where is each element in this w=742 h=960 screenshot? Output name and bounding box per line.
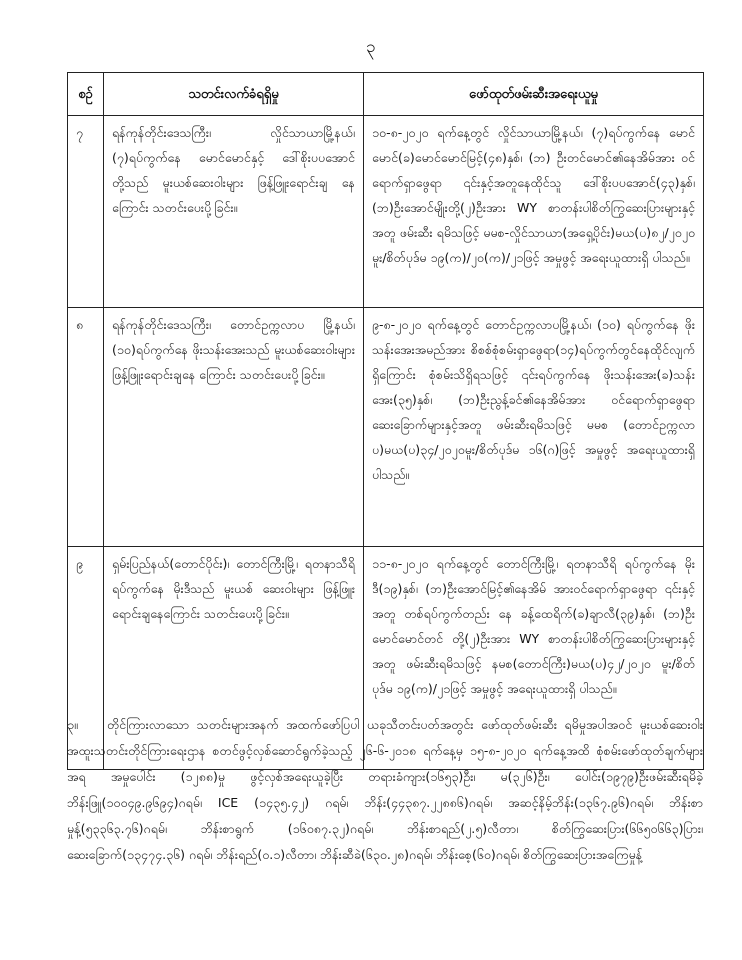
cell-action-taken: ၁၁-၈-၂၀၂၀ ရက်နေ့တွင် တောင်ကြီးမြို့၊ ရတနာသီရိ ရပ်ကွက်နေ မိုးဒီ(၁၉)နှစ်၊ (ဘ)ဦးအောင်မြင့်၏နေအိမ် အားဝင်ရောက်ရှာဖွေရာ ၎င်းနှင့်အတူ တစ်ရပ်ကွက်တည်း နေ ခန့်ထေရိက်(ခ)ချာလီ(၃၉)နှစ်၊ (ဘ)ဦးမောင်မောင်တင် တို့(၂)ဦးအား WY စာတန်းပါစိတ်ကြွဆေးပြားများနှင့် အတူ ဖမ်းဆီးရမိသဖြင့် နမစ(တောင်ကြီး)မယ(ပ)၄၂/၂၀၂၀ မူး/စိတ်ပုဒ်မ ၁၉(က)/၂၁ဖြင့် အမှုဖွင့် အရေးယူထားရှိ ပါသည်။ [364,547,704,770]
cell-serial-no: ၇ [68,116,104,308]
case-table [67,72,704,770]
page-number: ၃ [366,37,376,57]
cell-information-received: ရန်ကုန်တိုင်းဒေသကြီး၊ လှိုင်သာယာမြို့နယ်၊ (၇)ရပ်ကွက်နေ မောင်မောင်နှင့် ဒေါ်စိုးပပအောင် တို့သည် မူးယစ်ဆေးဝါးများ ဖြန့်ဖြူးရောင်းချ နေကြောင်း သတင်းပေးပို့ခြင်း။ [104,116,364,308]
header-information-received: သတင်းလက်ခံရရှိမှု [104,73,364,116]
summary-paragraph [67,712,703,868]
cell-information-received: ရှမ်းပြည်နယ်(တောင်ပိုင်း)၊ တောင်ကြီးမြို့၊ ရတနာသီရိရပ်ကွက်နေ မိုးဒီသည် မူးယစ် ဆေးဝါးများ ဖြန့်ဖြူးရောင်းချနေကြောင်း သတင်းပေးပို့ခြင်း။ [104,547,364,770]
header-action-taken: ဖော်ထုတ်ဖမ်းဆီးအရေးယူမှု [364,73,704,116]
table-row [68,116,704,308]
cell-serial-no: ၈ [68,308,104,547]
cell-action-taken: ၉-၈-၂၀၂၀ ရက်နေ့တွင် တောင်ဥက္ကလာပမြို့နယ်၊ (၁၀) ရပ်ကွက်နေ ဖိုးသန်းအေးအမည်အား စိစစ်စုံစမ်းရှာဖွေရာ(၁၄)ရပ်ကွက်တွင်နေထိုင်လျက်ရှိကြောင်း စုံစမ်းသိရှိရသဖြင့် ၎င်းရပ်ကွက်နေ ဖိုးသန်းအေး(ခ)သန်းအေး(၃၅)နှစ်၊ (ဘ)ဦးညွန့်ခင်၏နေအိမ်အား ဝင်ရောက်ရှာဖွေရာ ဆေးခြောက်များနှင့်အတူ ဖမ်းဆီးရမိသဖြင့် မမစ (တောင်ဥက္ကလာပ)မယ(ပ)၃၄/၂၀၂၀မူး/စိတ်ပုဒ်မ ၁၆(ဂ)ဖြင့် အမှုဖွင့် အရေးယူထားရှိပါသည်။ [364,308,704,547]
cell-serial-no: ၉ [68,547,104,770]
cell-action-taken: ၁၀-၈-၂၀၂၀ ရက်နေ့တွင် လှိုင်သာယာမြို့နယ်၊ (၇)ရပ်ကွက်နေ မောင်မောင်(ခ)မောင်မောင်မြင့်(၄၈)နှစ်၊ (ဘ) ဦးတင်မောင်၏နေအိမ်အား ဝင်ရောက်ရှာဖွေရာ ၎င်းနှင့်အတူနေထိုင်သူ ဒေါ်စိုးပပအောင်(၄၃)နှစ်၊ (ဘ)ဦးအောင်မျိုးတို့(၂)ဦးအား WY စာတန်းပါစိတ်ကြွဆေးပြားများနှင့်အတူ ဖမ်းဆီး ရမိသဖြင့် မမစ-လှိုင်သာယာ(အရှေ့ပိုင်း)မယ(ပ)၈၂/၂၀၂၀ မူး/စိတ်ပုဒ်မ ၁၉(က)/၂၀(က)/၂၁ဖြင့် အမှုဖွင့် အရေးယူထားရှိ ပါသည်။ [364,116,704,308]
table-header-row [68,73,704,116]
paragraph-text: တိုင်ကြားလာသော သတင်းများအနက် အထက်ဖော်ပြပါ ယခုသီတင်းပတ်အတွင်း ဖော်ထုတ်ဖမ်းဆီး ရမိမှုအပါအဝင် မူးယစ်ဆေးဝါးအထူးသတင်းတိုင်ကြားရေးဌာန စတင်ဖွင့်လှစ်ဆောင်ရွက်ခဲ့သည့် ၂၆-၆-၂၀၁၈ ရက်နေ့မှ ၁၅-၈-၂၀၂၀ ရက်နေ့အထိ စုံစမ်းဖော်ထုတ်ချက်များအရ အမှုပေါင်း (၁၂၈၈)မှု ဖွင့်လှစ်အရေးယူခဲ့ပြီး တရားခံကျား(၁၆၅၃)ဦး၊ မ(၃၂၆)ဦး၊ ပေါင်း(၁၉၇၉)ဦးဖမ်းဆီးရမိခဲ့ ဘိန်းဖြူ(၁၀၀၄၉.၉၆၉၄)ဂရမ်၊ ICE (၁၄၃၅.၄၂) ဂရမ်၊ ဘိန်း(၄၄၃၈၇.၂၂၈၈၆)ဂရမ်၊ အဆင့်နိမ့်ဘိန်း(၁၃၆၇.၉၆)ဂရမ်၊ ဘိန်းစာမှုန့်(၅၃၃၆၃.၇၆)ဂရမ်၊ ဘိန်းစာရွက် (၁၆၀၈၇.၃၂)ဂရမ်၊ ဘိန်းစာရည်(၂.၅)လီတာ၊ စိတ်ကြွဆေးပြား(၆၆၅၀၆၆၃)ပြား၊ ဆေးခြောက်(၁၃၄၇၄.၃၆) ဂရမ်၊ ဘိန်းရည်(၀.၁)လီတာ၊ ဘိန်းဆီခဲ(၆၃၀.၂၈)ဂရမ်၊ ဘိန်းစေ့(၆၀)ဂရမ်၊ စိတ်ကြွဆေးပြားအကြေမှုန့် [67,717,703,862]
header-serial-no: စဉ် [68,73,104,116]
cell-information-received: ရန်ကုန်တိုင်းဒေသကြီး၊ တောင်ဥက္ကလာပ မြို့နယ်၊ (၁၀)ရပ်ကွက်နေ ဖိုးသန်းအေးသည် မူးယစ်ဆေးဝါးများ ဖြန့်ဖြူးရောင်းချနေ ကြောင်း သတင်းပေးပို့ခြင်း။ [104,308,364,547]
table-row [68,308,704,547]
paragraph-number: ၃။ [67,717,78,732]
